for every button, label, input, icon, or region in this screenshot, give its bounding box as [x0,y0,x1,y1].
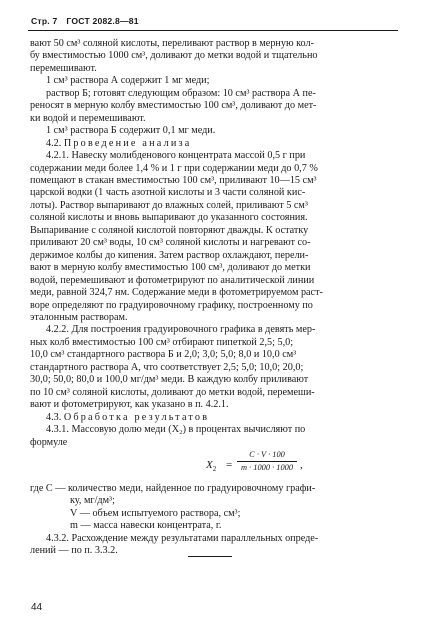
paragraph-4-3-2 [30,533,398,558]
text-line: держимое колбы до кипения. Затем раствор охлаждают, перели- [30,249,309,261]
formula-legend [30,483,398,533]
section-heading-4-3 [30,412,398,424]
legend-line: V — объем испытуемого раствора, см³; [70,507,241,519]
text-line: реносят в мерную колбу вместимостью 100 см³, доливают до мет- [30,100,317,112]
page-header [31,16,139,26]
text-line: ных колб вместимостью 100 см³ отбирают пипеткой 2,5; 5,0; [30,336,294,348]
legend-line: где C — количество меди, найденное по градуировочному графи- [30,482,316,494]
text-line: формуле [30,436,68,448]
text-line: раствор Б; готовят следующим образом: 10 см³ раствора А пе- [46,87,316,99]
text-line: ки водой и перемешивают. [30,112,146,124]
text-line: эталонным растворам. [30,311,128,323]
text-line: 4.3.1. Массовую долю меди (X₂) в процентах вычисляют по [46,424,306,436]
text-line: содержании меди более 1,4 % и 1 г при содержании меди до 0,7 % [30,162,318,174]
section-number: 4.3. [46,411,62,423]
standard-designation: ГОСТ 2082.8—81 [66,16,139,26]
legend-line: ку, мг/дм³; [70,495,115,507]
text-line: меди, равной 324,7 нм. Содержание меди в фотометрируемом раст- [30,287,323,299]
text-line: воре определяют по градуировочному графику, построенному по [30,299,313,311]
text-line: бу вместимостью 1000 см³, доливают до метки водой и тщательно [30,50,318,62]
paragraph-4-2-1 [30,150,398,324]
paragraph-4-2-2 [30,324,398,411]
text-line: 4.3.2. Расхождение между результатами параллельных опреде- [46,532,319,544]
formula-denominator: m · 1000 · 1000 [240,462,294,472]
text-line: помещают в стакан вместимостью 100 см³, приливают 10—15 см³ [30,174,317,186]
page-number: 44 [31,602,43,613]
page-label: Стр. 7 [31,16,58,26]
text-line: перемешивают. [30,62,97,74]
text-line: приливают 20 см³ воды, 10 см³ соляной кислоты и нагревают со- [30,237,311,249]
document-body [30,38,398,558]
text-line: 30,0; 50,0; 80,0 и 100,0 мг/дм³ меди. В каждую колбу приливают [30,374,309,386]
formula [30,450,398,482]
text-line: вают и фотометрируют, как указано в п. 4.2.1. [30,399,229,411]
paragraph-4-3-1 [30,424,398,449]
text-line: по 10 см³ соляной кислоты, доливают до метки водой, перемеши- [30,386,315,398]
legend-line: m — масса навески концентрата, г. [70,520,222,532]
text-line: лоты). Раствор выпаривают до влажных солей, приливают 5 см³ [30,199,308,211]
text-line: 1 см³ раствора А содержит 1 мг меди; [46,75,210,87]
formula-numerator: C · V · 100 [249,449,285,459]
text-line: стандартного раствора А, что соответствует 2,5; 5,0; 10,0; 20,0; [30,361,304,373]
formula-equals: = [226,458,233,471]
formula-comma: , [300,458,303,471]
fraction-bar [237,461,297,462]
text-line: 4.2.2. Для построения градуировочного графика в девять мер- [46,324,316,336]
end-rule [188,556,232,557]
section-title: Обработка результатов [63,411,210,423]
text-line: вают 50 см³ соляной кислоты, переливают раствор в мерную кол- [30,38,314,49]
text-line: 1 см³ раствора Б содержит 0,1 мг меди. [46,125,216,137]
formula-fraction [237,450,297,473]
section-heading-4-2 [30,138,398,150]
header-rule [28,30,398,31]
text-line: водой, перемешивают и фотометрируют по аналитической линии [30,274,315,286]
formula-lhs: $X_2$ [206,458,217,474]
section-title: Проведение анализа [63,137,192,149]
text-line: царской водки (1 часть азотной кислоты и 3 части соляной кис- [30,187,306,199]
text-line: соляной кислоты и вновь выпаривают до указанного состояния. [30,212,308,224]
section-number: 4.2. [46,137,62,149]
text-line: вают в мерную колбу вместимостью 100 см³, доливают до метки [30,262,311,274]
text-line: 4.2.1. Навеску молибденового концентрата массой 0,5 г при [46,150,306,162]
text-line: 10,0 см³ стандартного раствора Б и 2,0; 3,0; 5,0; 8,0 и 10,0 см³ [30,349,297,361]
text-line: Выпаривание с соляной кислотой повторяют дважды. К остатку [30,224,309,236]
text-line: лений — по п. 3.3.2. [30,545,118,557]
